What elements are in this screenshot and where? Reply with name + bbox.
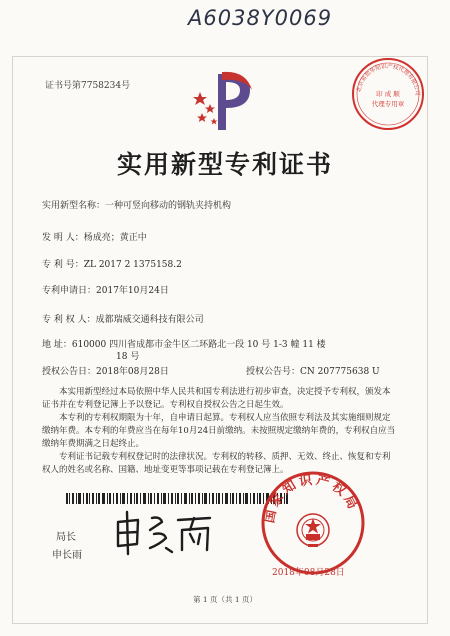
stamp-ring-text: 北京易知华知识产权代理有限公司 <box>356 63 421 97</box>
field-grant-no-label: 授权公告号： <box>246 367 301 377</box>
seal-ring-text: 国家知识产权局 <box>262 472 362 525</box>
director-title: 局长 <box>56 532 76 543</box>
director-name: 申长雨 <box>52 550 82 561</box>
field-grant-date-value: 2018年08月28日 <box>96 367 169 377</box>
field-filing-date-value: 2017年10月24日 <box>96 286 169 296</box>
certificate-number: 证书号第7758234号 <box>45 81 131 91</box>
field-patent-no <box>42 257 182 270</box>
field-grant-no <box>246 364 380 377</box>
field-inventor-value: 杨成亮；黄正中 <box>83 233 147 243</box>
seal-date: 2018年08月28日 <box>272 568 345 578</box>
body-paragraph-1: 本实用新型经过本局依照中华人民共和国专利法进行初步审查，决定授予专利权，颁发本证书并在专利登记簿上予以登记。专利权自授权公告之日起生效。 <box>42 387 391 410</box>
field-grant-date <box>42 364 169 377</box>
barcode <box>66 493 288 504</box>
field-address <box>42 337 326 350</box>
field-inventor <box>42 230 147 243</box>
agency-stamp <box>350 56 426 132</box>
director-signature <box>110 508 220 558</box>
field-name <box>42 198 231 211</box>
field-patentee-label: 专 利 权 人： <box>42 315 96 325</box>
field-patent-no-label: 专 利 号： <box>42 260 84 270</box>
national-emblem-icon <box>297 514 329 547</box>
field-address-label: 地 址： <box>42 340 72 350</box>
stamp-center-line1: 印 成 顺 <box>376 90 400 98</box>
field-patent-no-value: ZL 2017 2 1375158.2 <box>83 260 182 270</box>
field-inventor-label: 发 明 人： <box>42 233 84 243</box>
body-paragraph-3: 专利证书记载专利权登记时的法律状况。专利权的转移、质押、无效、终止、恢复和专利权人的姓名或名称、国籍、地址变更等事项记载在专利登记簿上。 <box>42 452 391 475</box>
body-paragraph-2: 本专利的专利权期限为十年，自申请日起算。专利权人应当依照专利法及其实施细则规定缴纳年费。本专利的年费应当在每年10月24日前缴纳。未按照规定缴纳年费的，专利权自应当缴纳年费期满之日起终止。 <box>42 413 396 449</box>
field-address-line2 <box>116 349 139 362</box>
field-filing-date-label: 专利申请日： <box>42 286 97 296</box>
field-address-value-line1: 610000 四川省成都市金牛区二环路北一段 10 号 1-3 幢 11 楼 <box>71 340 326 350</box>
svg-text:国家知识产权局 <box>261 472 361 525</box>
stamp-center-line2: 代理专用章 <box>371 100 405 108</box>
page-number: 第 1 页（共 1 页） <box>192 595 258 604</box>
field-patentee-value: 成都瑞威交通科技有限公司 <box>95 315 204 325</box>
document-title: 实用新型专利证书 <box>116 150 333 179</box>
field-grant-date-label: 授权公告日： <box>42 367 97 377</box>
field-grant-no-value: CN 207775638 U <box>300 367 380 377</box>
field-name-label: 实用新型名称： <box>42 201 106 211</box>
official-seal <box>258 468 368 578</box>
field-address-value-line2: 18 号 <box>116 352 140 362</box>
body-text <box>42 386 398 477</box>
cnipa-logo-icon <box>188 68 260 136</box>
field-name-value: 一种可竖向移动的钢轨夹持机构 <box>105 201 232 211</box>
handwritten-reference: A6038Y0069 <box>188 6 333 30</box>
field-filing-date <box>42 283 169 296</box>
field-patentee <box>42 312 204 325</box>
